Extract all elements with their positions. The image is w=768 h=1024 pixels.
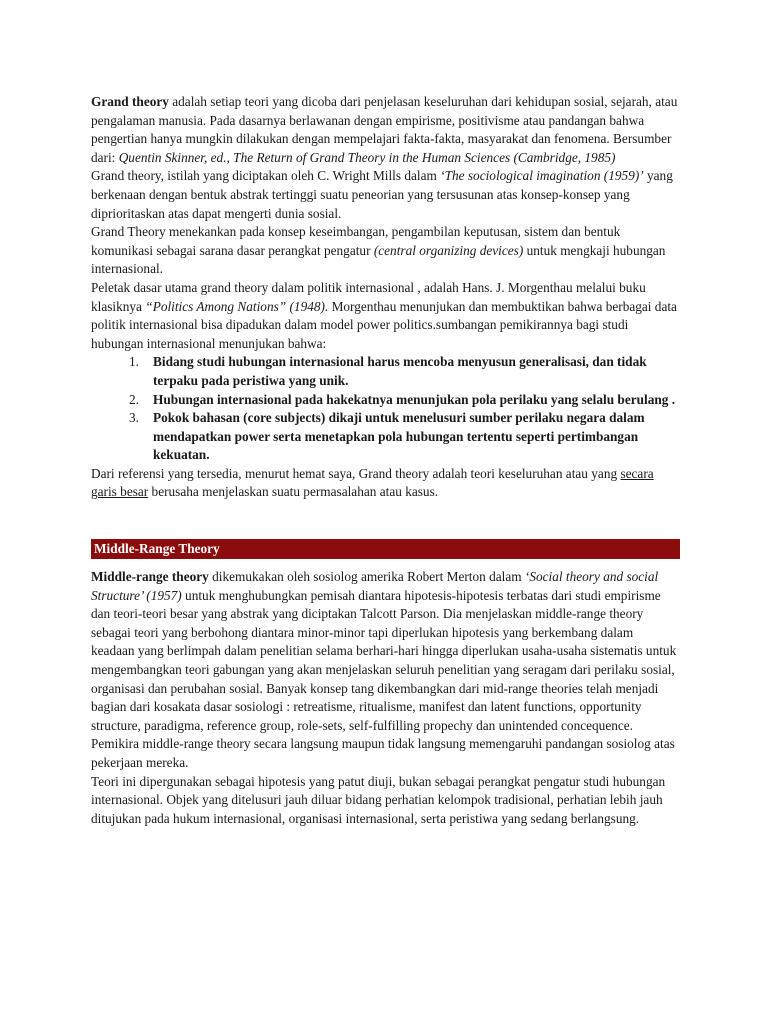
merton-rest: untuk menghubungkan pemisah diantara hipotesis-hipotesis terbatas dari studi empirisme dan teori-teori besar yang abstrak yang diciptakan Talcott Parson. Dia menjelaskan middle-range theory sebagai teori yang berbohong diantara minor-minor tapi diperlukan hipotesis yang berkembang dalam keadaan yang berlimpah dalam penelitian selama berhari-hari hingga diperlukan usaha-usaha sistematis untuk mengembangkan teori gabungan yang akan menjelaskan seluruh penelitian yang seragam dari perilaku sosial, organisasi dan perubahan sosial. Banyak konsep tang dikembangkan dari mid-range theories telah menjadi bagian dari kosakata dasar sosiologi : retreatisme, ritualisme, manifest dan latent functions, opportunity structure, paradigma, reference group, role-sets, self-fulfilling propechy dan unintended concequence. Pemikira middle-range theory secara langsung maupun tidak langsung memengaruhi pandangan sosiolog atas pekerjaan mereka. — [91, 587, 677, 770]
list-item-number: 2. — [129, 391, 139, 407]
author-opinion-paragraph — [91, 465, 680, 502]
morgenthau-text: Peletak dasar utama grand theory dalam politik internasional , adalah Hans. J. Morgenthau melalui buku klasiknya — [91, 279, 646, 314]
definition-text: adalah setiap teori yang dicoba dari penjelasan keseluruhan dari kehidupan sosial, sejarah, atau pengalaman manusia. Pada dasarnya berlawanan dengan empirisme, positivisme atau pandangan bahwa pengertian hanya mungkin dilakukan dengan mempelajari fakta-fakta, masyarakat dan fenomena. Bersumber dari: — [91, 94, 678, 165]
opinion-text: Dari referensi yang tersedia, menurut hemat saya, Grand theory adalah teori keseluruhan atau yang — [91, 465, 621, 481]
list-item-number: 3. — [129, 410, 139, 426]
source-citation: Quentin Skinner, ed., The Return of Grand Theory in the Human Sciences (Cambridge, 1985) — [118, 149, 616, 165]
list-item-text: Pokok bahasan (core subjects) dikaji untuk menelusuri sumber perilaku negara dalam mendapatkan power serta menetapkan pola hubungan tertentu seperti pertimbangan kekuatan. — [153, 410, 645, 463]
emphasis-rest: untuk mengkaji hubungan internasional. — [91, 242, 666, 277]
mills-text: Grand theory, istilah yang diciptakan oleh C. Wright Mills dalam — [91, 168, 441, 184]
morgenthau-rest: Morgenthau menunjukan dan membuktikan bahwa berbagai data politik internasional bisa dipadukan dalam model power politics.sumbangan pemikirannya bagi studi hubungan internasional menunjukan bahwa: — [91, 298, 677, 351]
list-item-number: 1. — [129, 354, 139, 370]
theory-usage-paragraph: Teori ini dipergunakan sebagai hipotesis yang patut diuji, bukan sebagai perangkat pengatur studi hubungan internasional. Objek yang ditelusuri jauh diluar bidang perhatian kelompok tradisional, perhatian lebih jauh ditujukan pada hukum internasional, organisasi internasional, serta peristiwa yang sedang berlangsung. — [91, 773, 666, 826]
mills-rest: yang berkenaan dengan bentuk abstrak tertinggi suatu peneorian yang tersusunan atas konsep-konsep yang diprioritaskan atas dapat mengerti dunia sosial. — [91, 168, 673, 221]
middle-range-definition — [91, 568, 680, 773]
grand-theory-definition — [91, 93, 680, 167]
mills-book-title: ‘The sociological imagination (1959)’ — [440, 168, 644, 184]
merton-book-title: ‘Social theory and social Structure’ (1957) — [91, 569, 659, 603]
grand-theory-emphasis-paragraph — [91, 223, 680, 279]
opinion-rest: berusaha menjelaskan suatu permasalahan atau kasus. — [148, 484, 439, 500]
middle-range-term: Middle-range theory — [91, 569, 209, 585]
mills-paragraph — [91, 167, 680, 223]
list-item — [129, 409, 680, 465]
merton-text: dikemukakan oleh sosiolog amerika Robert Merton dalam — [208, 569, 525, 585]
list-item-text: Hubungan internasional pada hakekatnya menunjukan pola perilaku yang selalu berulang . — [153, 391, 676, 407]
morgenthau-book-title: “Politics Among Nations” (1948). — [145, 298, 329, 314]
list-item — [129, 391, 680, 410]
grand-theory-term: Grand theory — [91, 94, 169, 109]
emphasis-text: Grand Theory menekankan pada konsep keseimbangan, pengambilan keputusan, sistem dan bentuk komunikasi sebagai sarana dasar perangkat pengatur — [91, 224, 621, 258]
morgenthau-points-list — [91, 353, 680, 465]
list-item-text: Bidang studi hubungan internasional harus mencoba menyusun generalisasi, dan tidak terpaku pada peristiwa yang unik. — [153, 354, 647, 388]
morgenthau-paragraph — [91, 279, 680, 353]
list-item — [129, 353, 680, 390]
underlined-phrase: secara garis besar — [91, 465, 654, 500]
section-header-middle-range-theory: Middle-Range Theory — [91, 539, 680, 559]
central-devices-term: (central organizing devices) — [373, 242, 524, 258]
